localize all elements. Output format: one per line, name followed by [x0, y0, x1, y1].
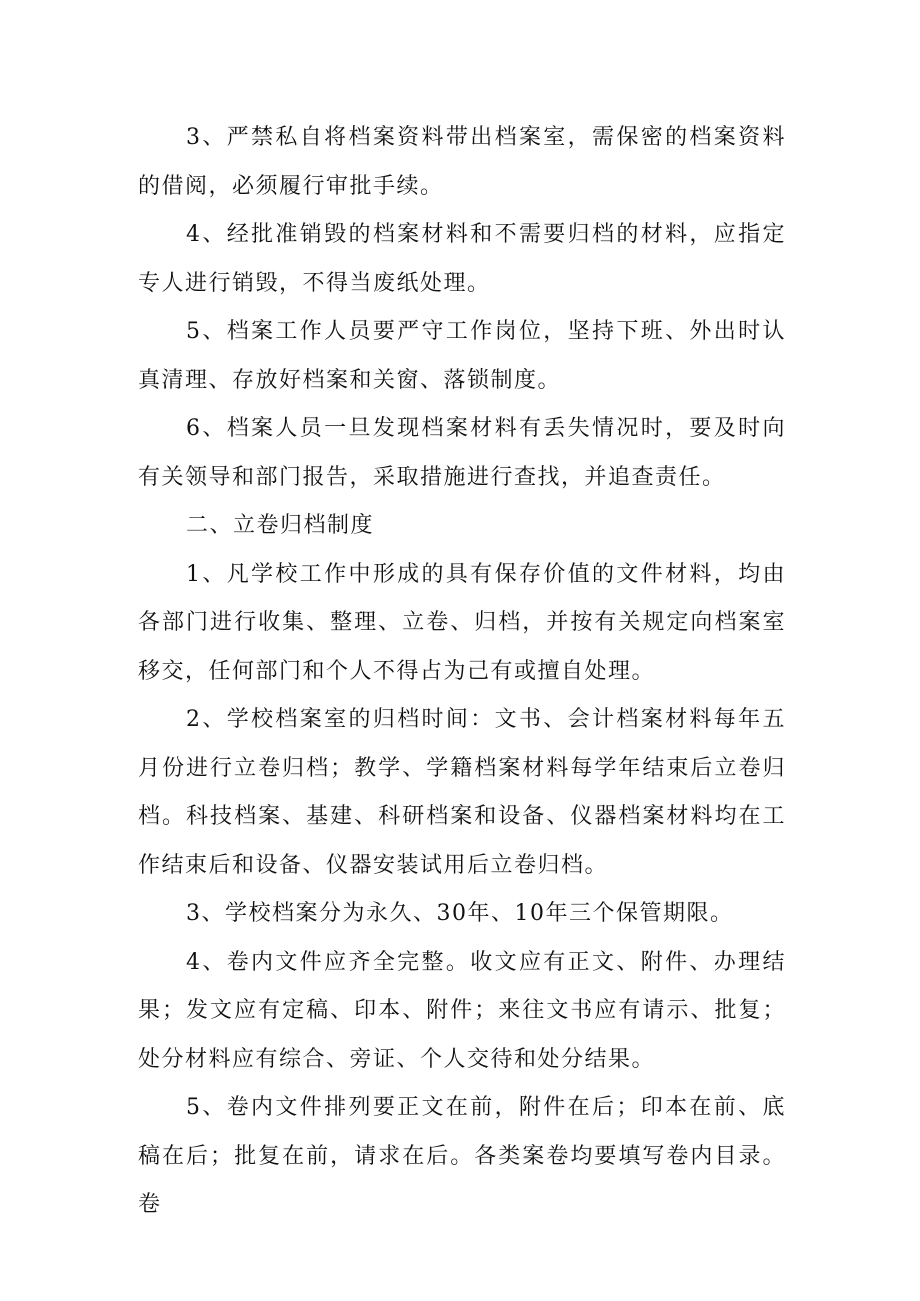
paragraph-retention-periods: 3、学校档案分为永久、30年、10年三个保管期限。 [186, 901, 734, 926]
paragraph-loss-reporting: 6、档案人员一旦发现档案材料有丢失情况时，要及时向有关领导和部门报告，采取措施进行查找，并追查责任。 [138, 416, 786, 490]
paragraph-archive-removal-ban: 3、严禁私自将档案资料带出档案室，需保密的档案资料的借阅，必须履行审批手续。 [138, 125, 786, 199]
paragraph-staff-duty: 5、档案工作人员要严守工作岗位，坚持下班、外出时认真清理、存放好档案和关窗、落锁制度。 [138, 319, 786, 393]
paragraph-document-collection: 1、凡学校工作中形成的具有保存价值的文件材料，均由各部门进行收集、整理、立卷、归档，并按有关规定向档案室移交，任何部门和个人不得占为己有或擅自处理。 [138, 561, 786, 684]
paragraph-file-ordering: 5、卷内文件排列要正文在前，附件在后；印本在前、底稿在后；批复在前，请求在后。各类案卷均要填写卷内目录。卷 [138, 1095, 786, 1217]
section-heading-filing-system: 二、立卷归档制度 [186, 513, 375, 538]
paragraph-file-completeness: 4、卷内文件应齐全完整。收文应有正文、附件、办理结果；发文应有定稿、印本、附件；来往文书应有请示、批复；处分材料应有综合、旁证、个人交待和处分结果。 [138, 949, 786, 1072]
document-body [138, 114, 786, 1230]
paragraph-filing-schedule: 2、学校档案室的归档时间：文书、会计档案材料每年五月份进行立卷归档；教学、学籍档案材料每学年结束后立卷归档。科技档案、基建、科研档案和设备、仪器档案材料均在工作结束后和设备、仪器安装试用后立卷归档。 [138, 707, 786, 878]
paragraph-material-destruction: 4、经批准销毁的档案材料和不需要归档的材料，应指定专人进行销毁，不得当废纸处理。 [138, 222, 786, 296]
